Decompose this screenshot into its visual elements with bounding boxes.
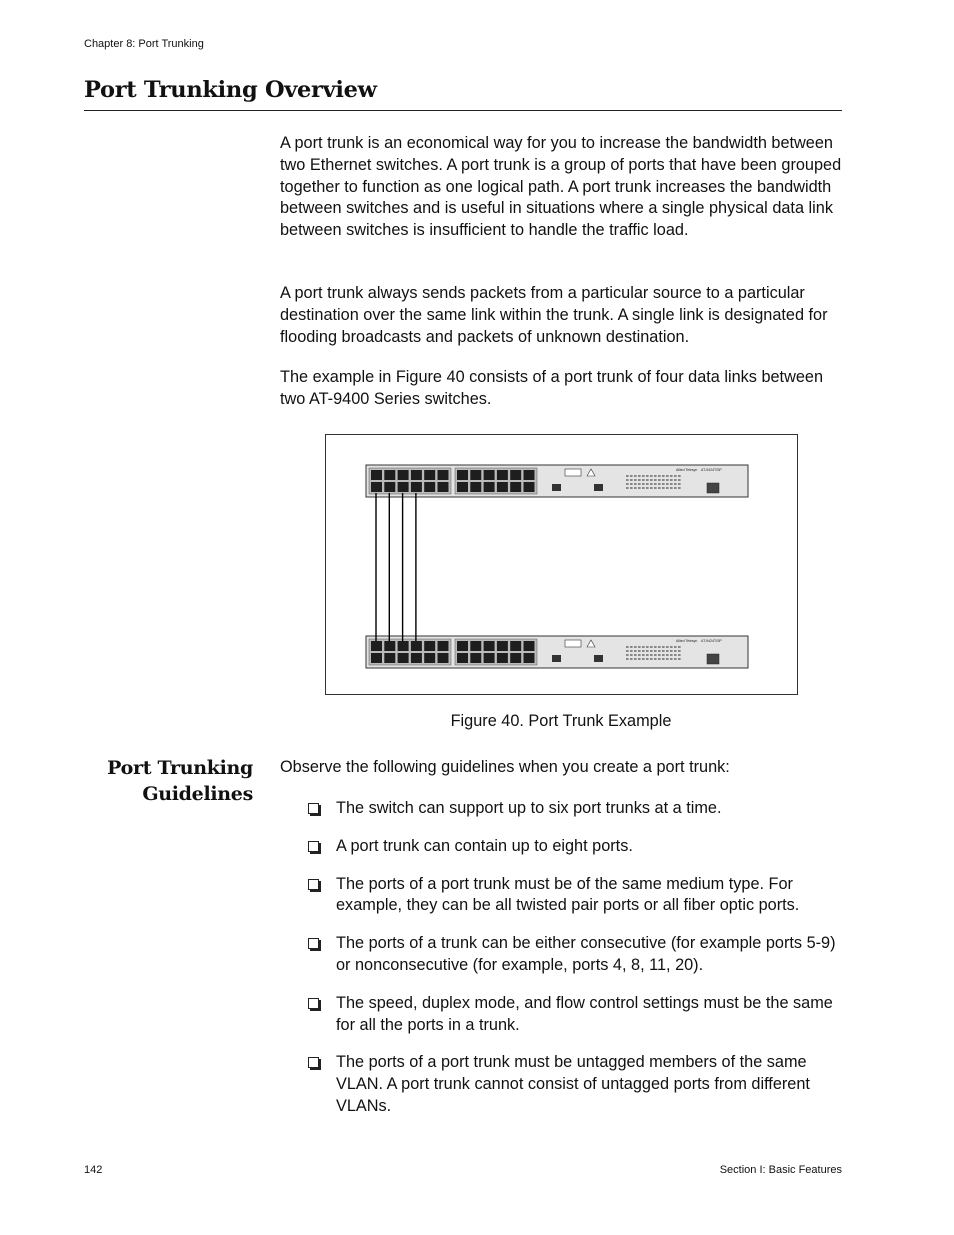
- ethernet-port: [524, 470, 535, 480]
- status-led: [634, 475, 637, 477]
- status-led: [678, 650, 681, 652]
- title-rule: [84, 110, 842, 111]
- checkbox-bullet-icon: [308, 841, 319, 852]
- status-led: [650, 483, 653, 485]
- ethernet-port: [438, 470, 449, 480]
- status-led: [678, 479, 681, 481]
- status-led: [626, 487, 629, 489]
- ethernet-port: [497, 470, 508, 480]
- status-led: [658, 646, 661, 648]
- status-led: [654, 487, 657, 489]
- list-item-text: The ports of a trunk can be either consecutive (for example ports 5-9) or nonconsecutive (for example, ports 4, 8, 11, 20).: [336, 934, 836, 974]
- status-led: [634, 479, 637, 481]
- status-led: [646, 479, 649, 481]
- ethernet-port: [384, 653, 395, 663]
- ethernet-port: [384, 470, 395, 480]
- status-led: [626, 479, 629, 481]
- label-plate-bottom: [565, 640, 581, 647]
- status-led: [670, 487, 673, 489]
- ethernet-port: [411, 482, 422, 492]
- status-led: [654, 658, 657, 660]
- status-led: [658, 475, 661, 477]
- guidelines-list: [308, 798, 848, 1134]
- status-led: [642, 475, 645, 477]
- status-led: [626, 483, 629, 485]
- ethernet-port: [470, 653, 481, 663]
- status-led: [638, 475, 641, 477]
- port-trunk-diagram: [326, 435, 797, 694]
- status-led: [650, 658, 653, 660]
- ethernet-port: [484, 653, 495, 663]
- ethernet-port: [411, 470, 422, 480]
- ethernet-port: [411, 641, 422, 651]
- list-item: [308, 798, 848, 820]
- status-led: [662, 654, 665, 656]
- ethernet-port: [371, 470, 382, 480]
- status-led: [650, 650, 653, 652]
- status-led: [678, 654, 681, 656]
- status-led: [666, 475, 669, 477]
- ethernet-port: [457, 470, 468, 480]
- ethernet-port: [497, 641, 508, 651]
- figure-caption: Figure 40. Port Trunk Example: [450, 712, 672, 730]
- switch-bottom: [366, 636, 748, 668]
- status-led: [626, 654, 629, 656]
- status-led: [634, 646, 637, 648]
- ethernet-port: [524, 653, 535, 663]
- guidelines-intro: Observe the following guidelines when you create a port trunk:: [280, 758, 730, 776]
- status-led: [634, 654, 637, 656]
- guidelines-heading-line-1: Port Trunking: [107, 757, 253, 779]
- ethernet-port: [398, 653, 409, 663]
- status-led: [670, 650, 673, 652]
- status-led: [642, 650, 645, 652]
- switch-top-model: AT-9424T/SP: [701, 468, 722, 472]
- status-led: [638, 654, 641, 656]
- status-led: [626, 646, 629, 648]
- status-led: [666, 483, 669, 485]
- status-led: [662, 658, 665, 660]
- status-led: [674, 479, 677, 481]
- status-led: [666, 646, 669, 648]
- status-led: [678, 483, 681, 485]
- console-port-top: [707, 483, 719, 493]
- status-led: [658, 650, 661, 652]
- list-item-text: The speed, duplex mode, and flow control settings must be the same for all the ports in a trunk.: [336, 993, 833, 1034]
- ethernet-port: [371, 653, 382, 663]
- status-led: [654, 479, 657, 481]
- status-led: [626, 658, 629, 660]
- status-led: [642, 646, 645, 648]
- ethernet-port: [510, 653, 521, 663]
- ethernet-port: [411, 653, 422, 663]
- status-led: [626, 650, 629, 652]
- status-led: [634, 483, 637, 485]
- paragraph-1: A port trunk is an economical way for you to increase the bandwidth between two Ethernet switches. A port trunk is a group of ports that have been grouped together to function as one logical path. A port trunk increases the bandwidth between switches and is useful in situations where a single physical data link between switches is insufficient to handle the traffic load.: [280, 134, 842, 240]
- status-led: [654, 654, 657, 656]
- ethernet-port: [484, 641, 495, 651]
- status-led: [678, 487, 681, 489]
- status-led: [666, 658, 669, 660]
- status-led: [662, 487, 665, 489]
- status-led: [654, 475, 657, 477]
- switch-bottom-model: AT-9424T/SP: [701, 639, 722, 643]
- status-led: [674, 475, 677, 477]
- status-led: [674, 650, 677, 652]
- status-led: [646, 658, 649, 660]
- ethernet-port: [438, 641, 449, 651]
- section-label: Section I: Basic Features: [719, 1164, 842, 1176]
- ethernet-port: [398, 482, 409, 492]
- switch-bottom-brand: Allied Telesyn: [676, 639, 698, 643]
- status-led: [630, 650, 633, 652]
- status-led: [650, 654, 653, 656]
- status-led: [674, 646, 677, 648]
- checkbox-bullet-icon: [308, 938, 319, 949]
- status-led: [646, 646, 649, 648]
- sfp-slot-bottom-1: [552, 655, 561, 662]
- status-led: [678, 658, 681, 660]
- status-led: [646, 650, 649, 652]
- page-number: 142: [84, 1164, 103, 1176]
- ethernet-port: [497, 482, 508, 492]
- list-item: [308, 874, 848, 918]
- ethernet-port: [424, 653, 435, 663]
- sfp-slot-top-2: [594, 484, 603, 491]
- list-item-text: The switch can support up to six port trunks at a time.: [336, 799, 722, 817]
- list-item: [308, 1052, 848, 1117]
- status-led: [650, 646, 653, 648]
- ethernet-port: [497, 653, 508, 663]
- trunk-links: [376, 493, 416, 641]
- status-led: [638, 650, 641, 652]
- ethernet-port: [384, 482, 395, 492]
- status-led: [662, 650, 665, 652]
- status-led: [658, 658, 661, 660]
- ethernet-port: [457, 482, 468, 492]
- status-led: [650, 487, 653, 489]
- sfp-slot-bottom-2: [594, 655, 603, 662]
- status-led: [634, 658, 637, 660]
- status-led: [662, 483, 665, 485]
- checkbox-bullet-icon: [308, 803, 319, 814]
- status-led: [634, 650, 637, 652]
- status-led: [662, 646, 665, 648]
- ethernet-port: [424, 482, 435, 492]
- section-title: Port Trunking Overview: [84, 77, 377, 103]
- ethernet-port: [510, 470, 521, 480]
- ethernet-port: [510, 482, 521, 492]
- ethernet-port: [470, 641, 481, 651]
- status-led: [646, 483, 649, 485]
- checkbox-bullet-icon: [308, 879, 319, 890]
- ethernet-port: [470, 470, 481, 480]
- status-led: [638, 483, 641, 485]
- status-led: [630, 646, 633, 648]
- running-header: Chapter 8: Port Trunking: [84, 38, 204, 50]
- status-led: [658, 483, 661, 485]
- status-led: [670, 479, 673, 481]
- ethernet-port: [424, 470, 435, 480]
- status-led: [646, 475, 649, 477]
- status-led: [678, 646, 681, 648]
- status-led: [670, 646, 673, 648]
- status-led: [658, 654, 661, 656]
- status-led: [666, 654, 669, 656]
- list-item: [308, 933, 848, 977]
- console-port-bottom: [707, 654, 719, 664]
- status-led: [670, 483, 673, 485]
- status-led: [666, 487, 669, 489]
- status-led: [630, 487, 633, 489]
- status-led: [630, 654, 633, 656]
- ethernet-port: [371, 641, 382, 651]
- status-led: [674, 654, 677, 656]
- paragraph-2: A port trunk always sends packets from a particular source to a particular destination over the same link within the trunk. A single link is designated for flooding broadcasts and packets of unknown destination.: [280, 284, 828, 346]
- status-led: [630, 483, 633, 485]
- status-led: [638, 646, 641, 648]
- ethernet-port: [424, 641, 435, 651]
- guidelines-heading-line-2: Guidelines: [142, 783, 253, 805]
- list-item-text: The ports of a port trunk must be untagged members of the same VLAN. A port trunk cannot consist of untagged ports from different VLANs.: [336, 1053, 810, 1115]
- status-led: [642, 654, 645, 656]
- sfp-slot-top-1: [552, 484, 561, 491]
- ethernet-port: [470, 482, 481, 492]
- status-led: [658, 487, 661, 489]
- checkbox-bullet-icon: [308, 998, 319, 1009]
- status-led: [630, 475, 633, 477]
- status-led: [650, 475, 653, 477]
- ethernet-port: [484, 482, 495, 492]
- ethernet-port: [457, 641, 468, 651]
- ethernet-port: [371, 482, 382, 492]
- ethernet-port: [398, 470, 409, 480]
- ethernet-port: [510, 641, 521, 651]
- label-plate-top: [565, 469, 581, 476]
- status-led: [638, 479, 641, 481]
- ethernet-port: [484, 470, 495, 480]
- status-led: [642, 658, 645, 660]
- list-item: [308, 836, 848, 858]
- status-led: [662, 479, 665, 481]
- checkbox-bullet-icon: [308, 1057, 319, 1068]
- ethernet-port: [384, 641, 395, 651]
- status-led: [670, 475, 673, 477]
- status-led: [642, 483, 645, 485]
- ethernet-port: [457, 653, 468, 663]
- list-item-text: The ports of a port trunk must be of the same medium type. For example, they can be all twisted pair ports or all fiber optic ports.: [336, 874, 800, 915]
- switch-top-brand: Allied Telesyn: [676, 468, 698, 472]
- switch-top: [366, 465, 748, 497]
- status-led: [662, 475, 665, 477]
- status-led: [630, 658, 633, 660]
- ethernet-port: [524, 482, 535, 492]
- ethernet-port: [398, 641, 409, 651]
- status-led: [646, 654, 649, 656]
- status-led: [630, 479, 633, 481]
- status-led: [654, 646, 657, 648]
- ethernet-port: [438, 653, 449, 663]
- status-led: [674, 487, 677, 489]
- list-item-text: A port trunk can contain up to eight ports.: [336, 836, 633, 855]
- status-led: [642, 487, 645, 489]
- status-led: [638, 658, 641, 660]
- status-led: [670, 654, 673, 656]
- list-item: [308, 993, 848, 1037]
- status-led: [646, 487, 649, 489]
- status-led: [642, 479, 645, 481]
- paragraph-3: The example in Figure 40 consists of a port trunk of four data links between two AT-9400 Series switches.: [280, 368, 823, 408]
- status-led: [654, 650, 657, 652]
- status-led: [666, 479, 669, 481]
- ethernet-port: [438, 482, 449, 492]
- ethernet-port: [524, 641, 535, 651]
- status-led: [650, 479, 653, 481]
- guidelines-heading: [84, 755, 253, 807]
- status-led: [626, 475, 629, 477]
- status-led: [658, 479, 661, 481]
- status-led: [670, 658, 673, 660]
- figure-port-trunk-example: [325, 434, 798, 695]
- status-led: [634, 487, 637, 489]
- status-led: [666, 650, 669, 652]
- status-led: [674, 483, 677, 485]
- status-led: [678, 475, 681, 477]
- status-led: [654, 483, 657, 485]
- status-led: [674, 658, 677, 660]
- status-led: [638, 487, 641, 489]
